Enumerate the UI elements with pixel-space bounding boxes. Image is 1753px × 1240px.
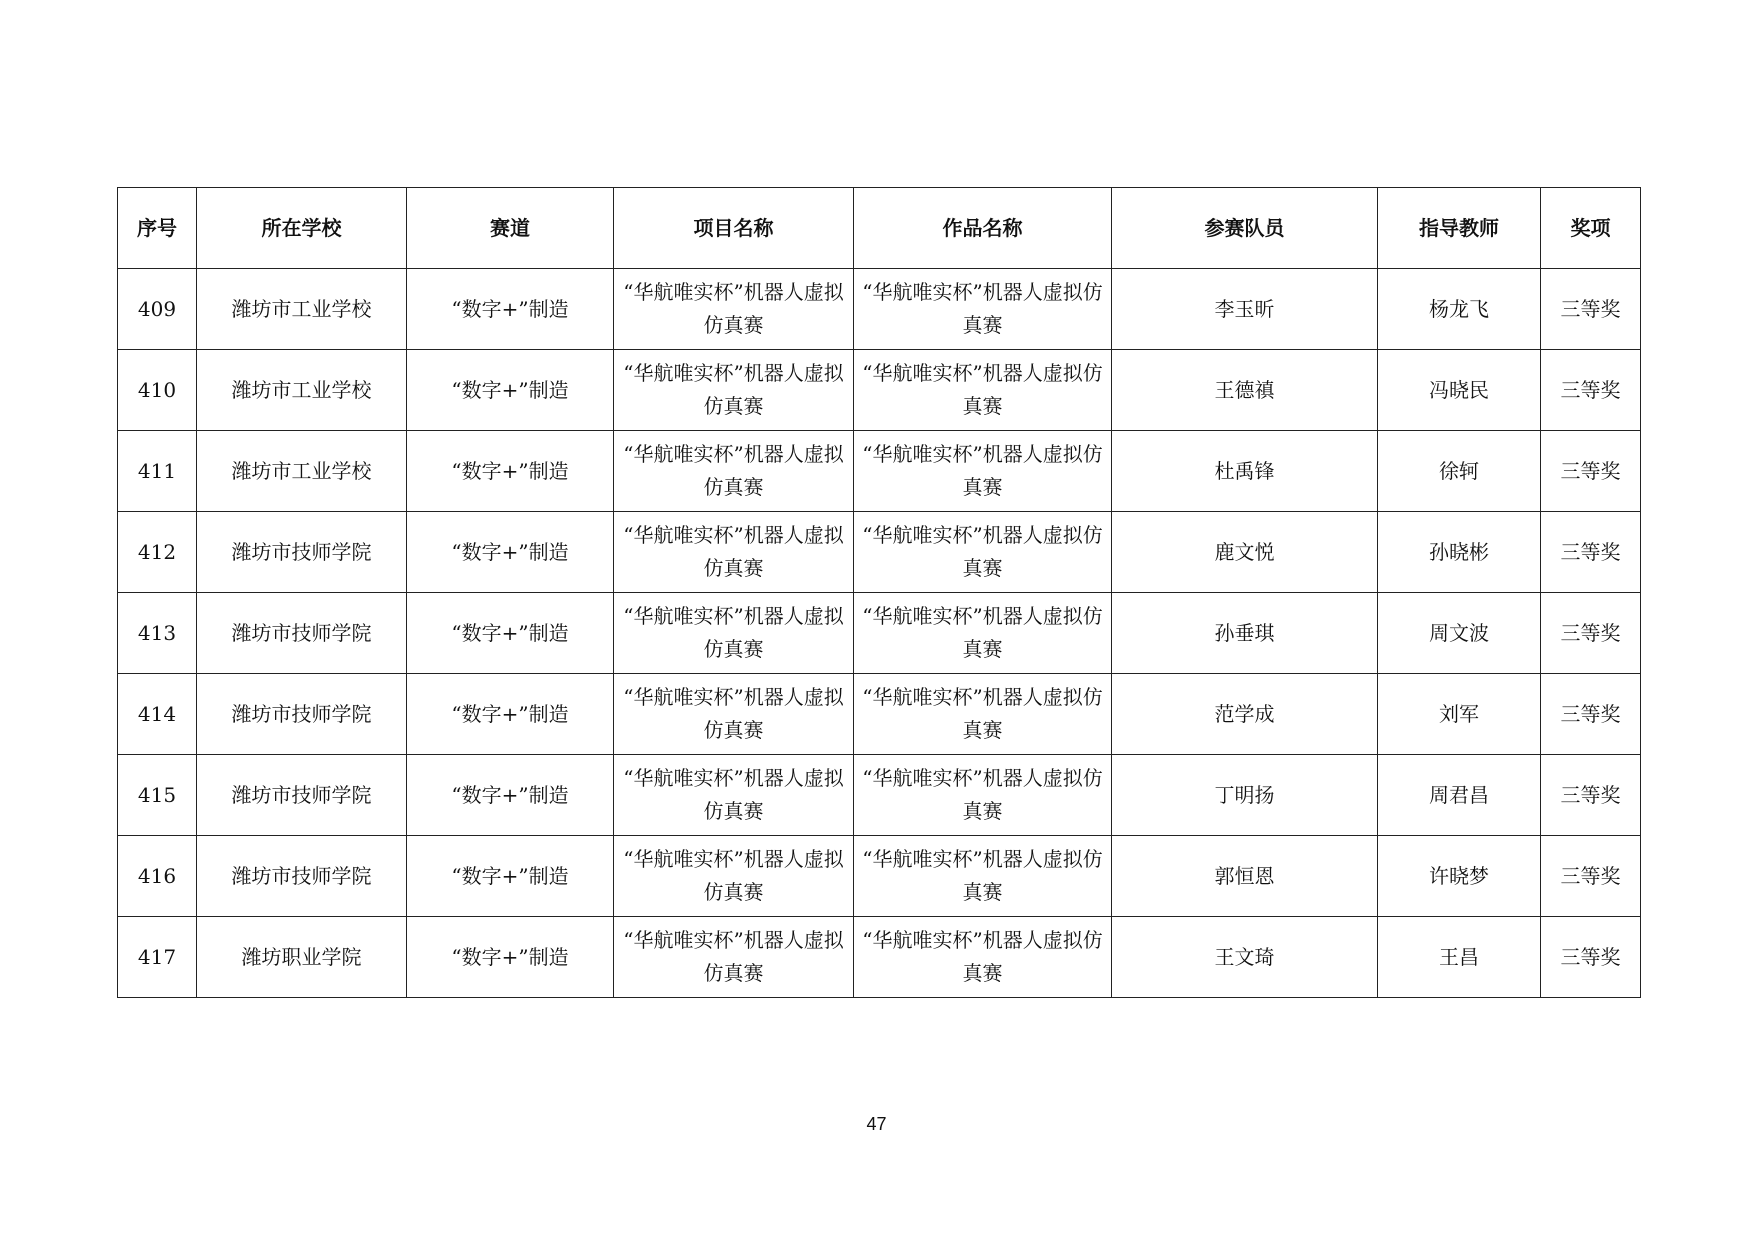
cell-text: “华航唯实杯”机器人虚拟仿真赛 [623,928,844,985]
table-cell [1112,836,1378,917]
cell-text: “华航唯实杯”机器人虚拟仿真赛 [862,442,1103,499]
table-cell [1378,836,1541,917]
cell-text: 郭恒恩 [1214,863,1275,888]
cell-text: 范学成 [1214,701,1275,726]
header-cell: 参赛队员 [1112,188,1378,269]
table-cell [1541,350,1641,431]
award-table [117,187,1641,998]
cell-text: “华航唯实杯”机器人虚拟仿真赛 [623,766,844,823]
cell-text: “数字+”制造 [451,701,569,726]
cell-text: 潍坊市工业学校 [231,458,372,483]
cell-text: “数字+”制造 [451,539,569,564]
cell-text: 杜禹锋 [1214,458,1275,483]
cell-text: “华航唯实杯”机器人虚拟仿真赛 [623,523,844,580]
cell-text: 潍坊市技师学院 [231,701,372,726]
cell-text: “华航唯实杯”机器人虚拟仿真赛 [862,361,1103,418]
cell-text: 孙晓彬 [1429,539,1489,564]
cell-text: 潍坊市技师学院 [231,863,372,888]
cell-text: 411 [137,458,177,483]
cell-text: 三等奖 [1560,377,1621,402]
cell-text: 丁明扬 [1214,782,1275,807]
cell-text: 潍坊市技师学院 [231,782,372,807]
cell-text: “华航唯实杯”机器人虚拟仿真赛 [623,604,844,661]
table-cell [1112,269,1378,350]
cell-text: 412 [137,539,177,564]
table-cell [1541,674,1641,755]
table-cell [1378,674,1541,755]
table-cell [407,755,614,836]
table-row [118,917,1641,998]
table-cell [1112,431,1378,512]
table-cell [1541,512,1641,593]
table-cell [407,593,614,674]
table-cell [1378,350,1541,431]
header-cell: 序号 [118,188,197,269]
cell-text: “数字+”制造 [451,377,569,402]
cell-text: 潍坊职业学院 [241,944,362,969]
header-row [118,188,1641,269]
table-cell [197,350,407,431]
table-cell [1112,350,1378,431]
table-cell [118,674,197,755]
table-row [118,512,1641,593]
table-cell [854,674,1112,755]
table-cell [1378,431,1541,512]
table-cell [1378,512,1541,593]
cell-text: 徐轲 [1439,458,1479,483]
header-cell: 奖项 [1541,188,1641,269]
table-cell [1378,593,1541,674]
table-body [118,269,1641,998]
table-row [118,755,1641,836]
cell-text: “华航唯实杯”机器人虚拟仿真赛 [862,523,1103,580]
table-cell [197,269,407,350]
table-cell [614,593,854,674]
header-cell: 项目名称 [614,188,854,269]
cell-text: 409 [137,296,177,321]
header-cell: 所在学校 [197,188,407,269]
table-cell [407,350,614,431]
cell-text: “数字+”制造 [451,863,569,888]
table-cell [1541,593,1641,674]
table-cell [1541,836,1641,917]
table-cell [197,836,407,917]
table-cell [1541,269,1641,350]
table-cell [1378,917,1541,998]
table-cell [118,269,197,350]
cell-text: 王德禛 [1214,377,1275,402]
table-cell [118,512,197,593]
table-cell [614,269,854,350]
cell-text: “华航唯实杯”机器人虚拟仿真赛 [862,280,1103,337]
cell-text: 王昌 [1439,944,1479,969]
table-cell [1112,512,1378,593]
header-cell: 指导教师 [1378,188,1541,269]
cell-text: 三等奖 [1560,296,1621,321]
table-cell [118,836,197,917]
table-cell [614,350,854,431]
cell-text: “华航唯实杯”机器人虚拟仿真赛 [862,685,1103,742]
table-cell [854,755,1112,836]
table-cell [1112,917,1378,998]
cell-text: 三等奖 [1560,944,1621,969]
table-cell [407,836,614,917]
table-cell [118,917,197,998]
cell-text: “数字+”制造 [451,944,569,969]
table-row [118,593,1641,674]
cell-text: 三等奖 [1560,620,1621,645]
table-cell [1541,755,1641,836]
table-cell [118,755,197,836]
cell-text: “华航唯实杯”机器人虚拟仿真赛 [623,361,844,418]
cell-text: 冯晓民 [1429,377,1489,402]
cell-text: 鹿文悦 [1214,539,1275,564]
header-cell: 赛道 [407,188,614,269]
cell-text: 潍坊市技师学院 [231,539,372,564]
cell-text: “数字+”制造 [451,458,569,483]
table-cell [854,917,1112,998]
table-cell [614,755,854,836]
table-cell [1112,755,1378,836]
cell-text: 417 [137,944,177,969]
cell-text: 刘军 [1439,701,1479,726]
cell-text: 孙垂琪 [1214,620,1275,645]
cell-text: 三等奖 [1560,539,1621,564]
table-cell [407,674,614,755]
table-cell [614,512,854,593]
table-cell [118,593,197,674]
table-cell [1541,917,1641,998]
cell-text: 三等奖 [1560,782,1621,807]
cell-text: 杨龙飞 [1429,296,1489,321]
table-cell [614,431,854,512]
cell-text: 周文波 [1429,620,1489,645]
table-cell [407,917,614,998]
table-cell [1378,755,1541,836]
table-row [118,836,1641,917]
cell-text: 周君昌 [1429,782,1489,807]
cell-text: 416 [137,863,177,888]
cell-text: 413 [137,620,177,645]
table-cell [407,512,614,593]
cell-text: “华航唯实杯”机器人虚拟仿真赛 [623,442,844,499]
cell-text: “华航唯实杯”机器人虚拟仿真赛 [862,928,1103,985]
table-cell [854,431,1112,512]
cell-text: “华航唯实杯”机器人虚拟仿真赛 [623,847,844,904]
table-cell [854,512,1112,593]
cell-text: 410 [137,377,177,402]
table-cell [407,431,614,512]
cell-text: “华航唯实杯”机器人虚拟仿真赛 [862,604,1103,661]
cell-text: 潍坊市工业学校 [231,377,372,402]
table-cell [118,431,197,512]
cell-text: 王文琦 [1214,944,1275,969]
cell-text: 414 [137,701,177,726]
table-cell [197,674,407,755]
cell-text: “数字+”制造 [451,782,569,807]
table-cell [407,269,614,350]
table-cell [1541,431,1641,512]
table-row [118,674,1641,755]
cell-text: “华航唯实杯”机器人虚拟仿真赛 [623,685,844,742]
table-cell [197,755,407,836]
table-cell [197,431,407,512]
table-cell [197,512,407,593]
table-cell [854,350,1112,431]
cell-text: 三等奖 [1560,458,1621,483]
page-number: 47 [866,1114,887,1134]
cell-text: 三等奖 [1560,863,1621,888]
cell-text: “华航唯实杯”机器人虚拟仿真赛 [862,847,1103,904]
table-cell [854,593,1112,674]
table-cell [614,917,854,998]
cell-text: “华航唯实杯”机器人虚拟仿真赛 [623,280,844,337]
table-cell [197,917,407,998]
cell-text: “华航唯实杯”机器人虚拟仿真赛 [862,766,1103,823]
table-row [118,269,1641,350]
cell-text: “数字+”制造 [451,296,569,321]
cell-text: 许晓梦 [1429,863,1489,888]
table-cell [854,269,1112,350]
table-row [118,350,1641,431]
cell-text: 潍坊市工业学校 [231,296,372,321]
table-row [118,431,1641,512]
header-cell: 作品名称 [854,188,1112,269]
cell-text: 潍坊市技师学院 [231,620,372,645]
table-cell [197,593,407,674]
table-cell [614,836,854,917]
table-cell [1112,593,1378,674]
table-cell [1378,269,1541,350]
cell-text: 三等奖 [1560,701,1621,726]
cell-text: 李玉昕 [1214,296,1275,321]
cell-text: “数字+”制造 [451,620,569,645]
table-cell [614,674,854,755]
table-cell [1112,674,1378,755]
table-cell [118,350,197,431]
cell-text: 415 [137,782,177,807]
table-cell [854,836,1112,917]
